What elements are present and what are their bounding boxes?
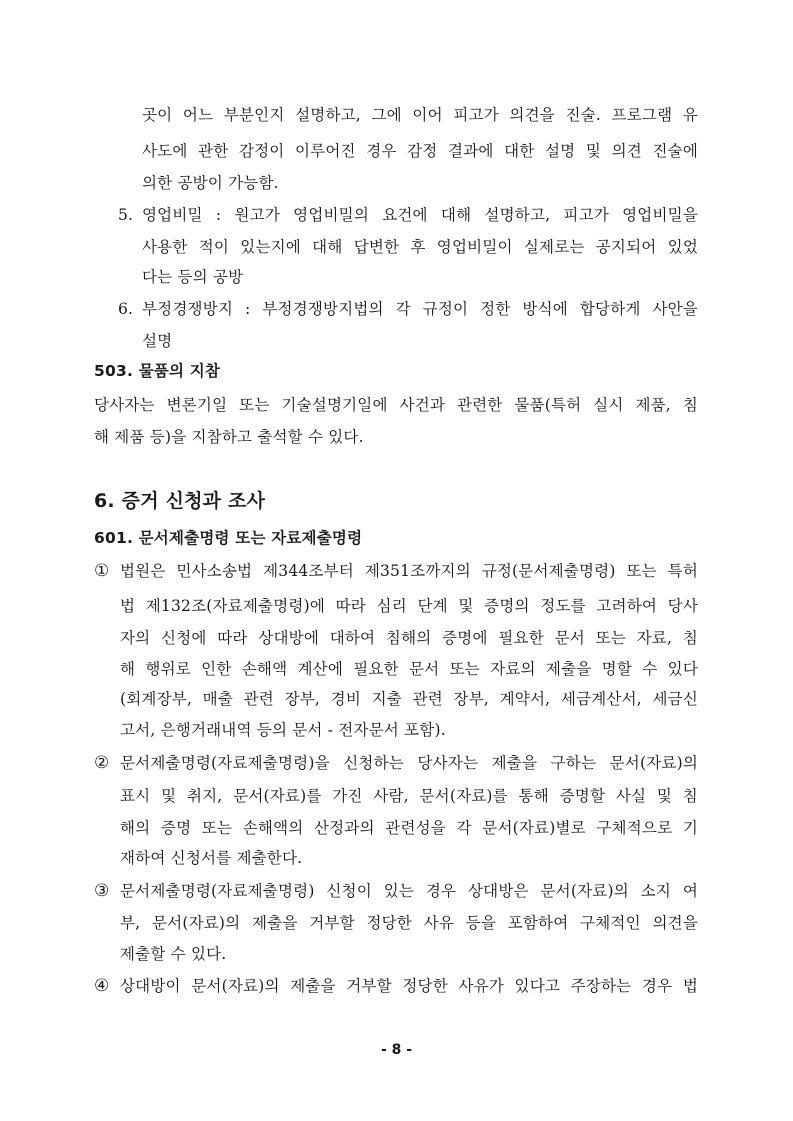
list-item-line: 영업비밀 : 원고가 영업비밀의 요건에 대해 설명하고, 피고가 영업비밀을 — [142, 206, 698, 224]
numbered-item-line: 제출할 수 있다. — [120, 945, 227, 963]
paragraph-line: 곳이 어느 부분인지 설명하고, 그에 이어 피고가 의견을 진술. 프로그램 유 — [142, 106, 698, 124]
section-heading-601: 601. 문서제출명령 또는 자료제출명령 — [94, 529, 363, 547]
numbered-item-line: 부, 문서(자료)의 제출을 거부할 정당한 사유 등을 포함하여 구체적인 의견을 — [120, 914, 698, 932]
list-item-line: 설명 — [142, 332, 173, 350]
section-heading-503: 503. 물품의 지참 — [94, 362, 221, 380]
list-marker: 5. — [118, 206, 134, 224]
numbered-item-line: 재하여 신청서를 제출한다. — [120, 849, 303, 867]
numbered-item-line: 문서제출명령(자료제출명령) 신청이 있는 경우 상대방은 문서(자료)의 소지 여 — [120, 882, 698, 900]
numbered-item-line: 문서제출명령(자료제출명령)을 신청하는 당사자는 제출을 구하는 문서(자료)의 — [120, 754, 698, 772]
numbered-item-line: 해 행위로 인한 손해액 계산에 필요한 문서 또는 자료의 제출을 명할 수 있다 — [120, 660, 698, 678]
numbered-item-line: 상대방이 문서(자료)의 제출을 거부할 정당한 사유가 있다고 주장하는 경우 법 — [120, 977, 698, 995]
page-number: - 8 - — [380, 1042, 413, 1058]
body-line: 해 제품 등)을 지참하고 출석할 수 있다. — [94, 428, 364, 446]
numbered-item-line: 고서, 은행거래내역 등의 문서 - 전자문서 포함). — [120, 721, 446, 739]
paragraph-line: 의한 공방이 가능함. — [142, 174, 279, 192]
numbered-item-line: 법 제132조(자료제출명령)에 따라 심리 단계 및 증명의 정도를 고려하여 당사 — [120, 597, 698, 615]
circled-number-4: ④ — [94, 976, 110, 996]
paragraph-line: 사도에 관한 감정이 이루어진 경우 감정 결과에 대한 설명 및 의견 진술에 — [142, 142, 698, 160]
circled-number-3: ③ — [94, 881, 110, 901]
circled-number-1: ① — [94, 561, 110, 581]
numbered-item-line: 자의 신청에 따라 상대방에 대하여 침해의 증명에 필요한 문서 또는 자료, 침 — [120, 629, 698, 647]
list-marker: 6. — [118, 300, 134, 318]
circled-number-2: ② — [94, 753, 110, 773]
numbered-item-line: (회계장부, 매출 관련 장부, 경비 지출 관련 장부, 계약서, 세금계산서, 세금신 — [120, 690, 698, 708]
body-line: 당사자는 변론기일 또는 기술설명기일에 사건과 관련한 물품(특허 실시 제품, 침 — [94, 396, 698, 414]
numbered-item-line: 법원은 민사소송법 제344조부터 제351조까지의 규정(문서제출명령) 또는 특허 — [120, 562, 698, 580]
list-item-line: 사용한 적이 있는지에 대해 답변한 후 영업비밀이 실제로는 공지되어 있었 — [142, 238, 698, 256]
numbered-item-line: 해의 증명 또는 손해액의 산정과의 관련성을 각 문서(자료)별로 구체적으로 기 — [120, 819, 698, 837]
numbered-item-line: 표시 및 취지, 문서(자료)를 가진 사람, 문서(자료)를 통해 증명할 사실 및 침 — [120, 787, 698, 805]
list-item-line: 부정경쟁방지 : 부정경쟁방지법의 각 규정이 정한 방식에 합당하게 사안을 — [142, 300, 698, 318]
list-item-line: 다는 등의 공방 — [142, 268, 244, 286]
chapter-heading-6: 6. 증거 신청과 조사 — [94, 490, 266, 512]
